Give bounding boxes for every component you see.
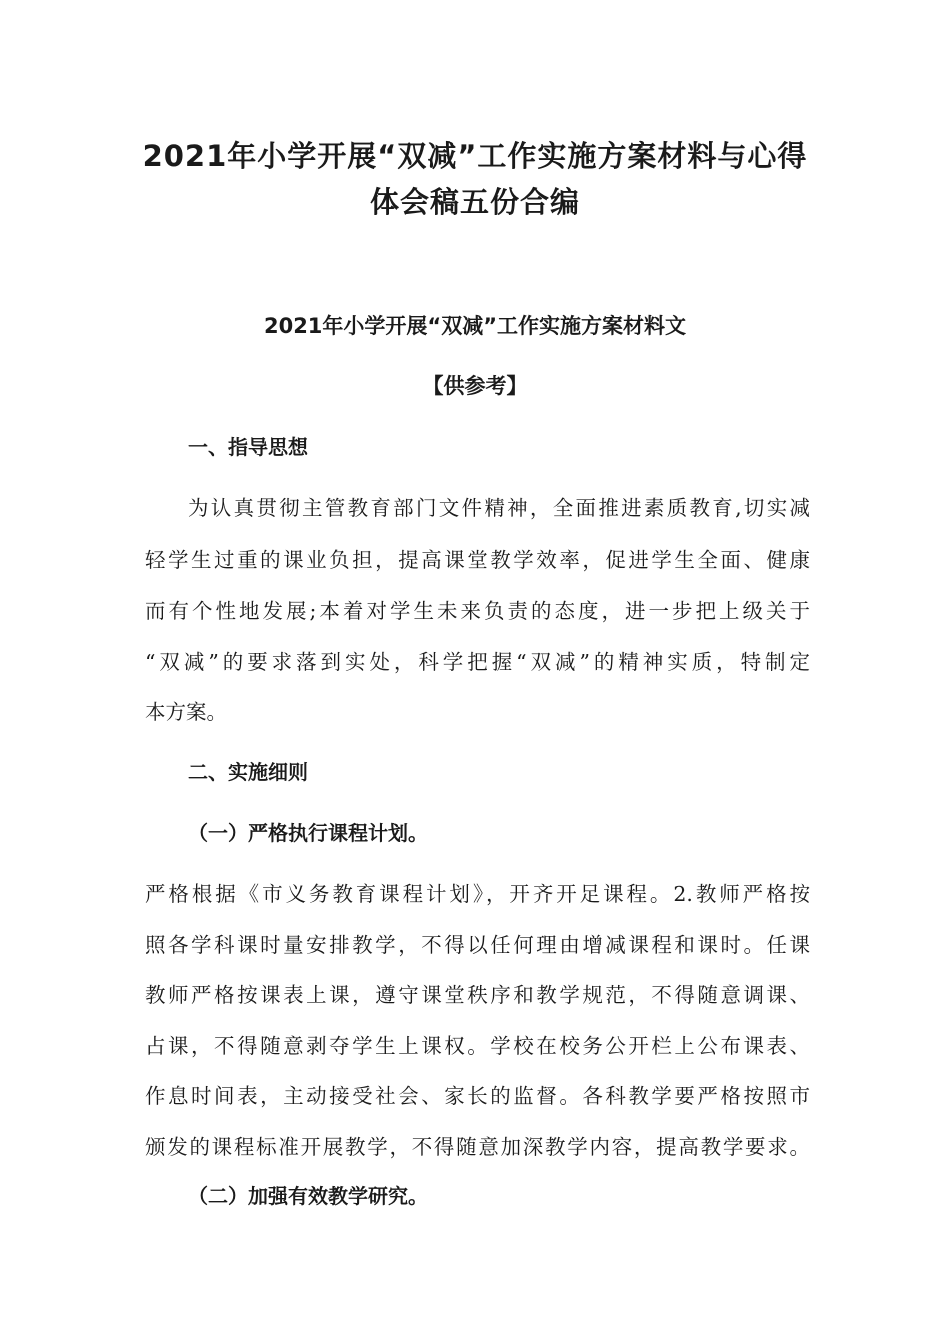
section-1-paragraph-line: 本方案。 (145, 700, 227, 724)
document-title-line-1: 2021年小学开展“双减”工作实施方案材料与心得 (142, 139, 808, 173)
subsection-1-paragraph-line: 占课，不得随意剥夺学生上课权。学校在校务公开栏上公布课表、 (145, 1034, 810, 1058)
subsection-1-paragraph-line: 教师严格按课表上课，遵守课堂秩序和教学规范，不得随意调课、 (145, 983, 810, 1007)
subsection-2-heading: （二）加强有效教学研究。 (188, 1184, 428, 1208)
reference-note: 【供参考】 (422, 374, 528, 398)
section-1-heading: 一、指导思想 (188, 435, 308, 459)
subsection-1-paragraph-line: 严格根据《市义务教育课程计划》，开齐开足课程。2.教师严格按 (145, 882, 810, 906)
subsection-1-paragraph-line: 颁发的课程标准开展教学，不得随意加深教学内容，提高教学要求。 (145, 1135, 810, 1159)
section-1-paragraph-line: “双减”的要求落到实处，科学把握“双减”的精神实质，特制定 (145, 650, 810, 674)
subsection-1-heading: （一）严格执行课程计划。 (188, 821, 428, 845)
section-2-heading: 二、实施细则 (188, 760, 308, 784)
subsection-1-paragraph-line: 作息时间表，主动接受社会、家长的监督。各科教学要严格按照市 (145, 1084, 810, 1108)
section-1-paragraph-line: 为认真贯彻主管教育部门文件精神，全面推进素质教育,切实减 (188, 496, 810, 520)
section-1-paragraph-line: 而有个性地发展;本着对学生未来负责的态度，进一步把上级关于 (145, 599, 810, 623)
subsection-1-paragraph-line: 照各学科课时量安排教学，不得以任何理由增减课程和课时。任课 (145, 933, 810, 957)
document-title-line-2: 体会稿五份合编 (369, 185, 580, 219)
section-subtitle: 2021年小学开展“双减”工作实施方案材料文 (263, 314, 687, 338)
section-1-paragraph-line: 轻学生过重的课业负担，提高课堂教学效率，促进学生全面、健康 (145, 548, 810, 572)
